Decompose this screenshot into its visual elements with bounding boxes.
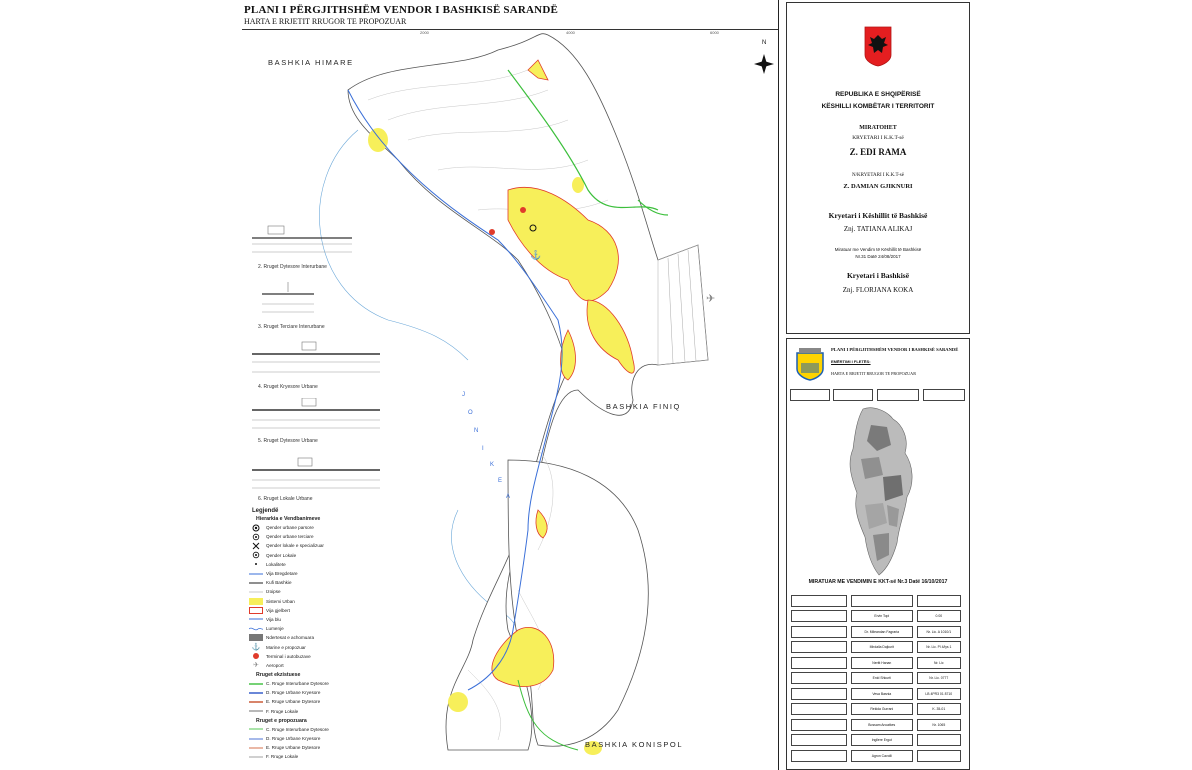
council-head-title: Kryetari i Këshillit të Bashkisë — [828, 211, 928, 220]
legend-section: Hierarkia e Vendbanimeve — [256, 516, 321, 522]
info-box — [833, 389, 873, 401]
legend-label: Qender urbane terciare — [266, 534, 314, 540]
table-row — [791, 686, 965, 702]
table-cell — [917, 734, 961, 746]
legend-row — [248, 569, 388, 578]
legend-label: Terminal i autobuzave — [266, 653, 311, 659]
mayor-title: Kryetari i Bashkisë — [846, 271, 910, 280]
legend-row — [248, 734, 388, 743]
table-cell — [917, 595, 961, 607]
decision-line: Nr.31 Datë 24/08/2017 — [855, 254, 901, 259]
legend-label: Kufi Bashkie — [266, 580, 292, 586]
road-line-icon — [248, 725, 264, 733]
legend-row — [248, 551, 388, 560]
legend-row — [248, 523, 388, 532]
table-cell: Ervin Topi — [851, 610, 913, 622]
table-cell — [791, 703, 847, 715]
road-profile — [248, 280, 328, 335]
chair-name: Z. EDI RAMA — [849, 147, 907, 157]
marina-anchor-icon: ⚓ — [530, 250, 542, 260]
table-cell: Vesa Basnia — [851, 688, 913, 700]
profile-caption: 4. Rruget Kryesore Urbane — [258, 384, 318, 390]
albania-regions-map — [843, 405, 923, 577]
legend-label: F. Rruge Lokale — [266, 708, 299, 714]
river-icon — [248, 625, 264, 633]
legend-label: Vija blu — [266, 616, 281, 622]
table-cell: Ingllere Ergut — [851, 734, 913, 746]
legend-label: Sistemi Urban — [266, 598, 295, 604]
table-cell: Mirdalla Dajkurit — [851, 641, 913, 653]
mayor-name: Znj. FLORJANA KOKA — [842, 286, 914, 294]
table-row — [791, 702, 965, 718]
profile-caption: 3. Rruget Terciare Interurbane — [258, 324, 325, 330]
legend-row — [248, 679, 388, 688]
sea-label-letter: K — [490, 462, 495, 468]
albania-flag-icon — [863, 25, 893, 67]
table-cell: Nr. Lic. A 1010/1 — [917, 626, 961, 638]
legend-label: Lokalitete — [266, 561, 286, 567]
sheet-info-panel — [786, 338, 970, 770]
table-row — [791, 624, 965, 640]
table-row — [791, 640, 965, 656]
legend-label: Vija Bregdetare — [266, 571, 298, 577]
coord-label: 4000 — [566, 30, 575, 35]
road-line-icon — [248, 744, 264, 752]
legend-title: Legjendë — [252, 508, 279, 514]
vice-name: Z. DAMIAN GJIKNURI — [843, 183, 913, 190]
info-box — [877, 389, 919, 401]
legend-label: Aeroport — [266, 662, 284, 668]
road-line-icon — [248, 680, 264, 688]
table-cell — [791, 595, 847, 607]
legend-row — [248, 688, 388, 697]
sea-label-letter: A — [506, 494, 511, 500]
table-row — [791, 748, 965, 764]
legend-label: F. Rruge Lokale — [266, 754, 299, 760]
road-profile — [248, 398, 384, 448]
legend-label: E. Rruge Urbane Dytesore — [266, 699, 321, 705]
dot-ring-icon — [248, 551, 264, 559]
table-cell: Nr. 1065 — [917, 719, 961, 731]
table-cell: Agron Cavolli — [851, 750, 913, 762]
yellow-fill-icon — [248, 597, 264, 605]
plane-icon: ✈ — [253, 661, 259, 669]
table-cell — [791, 641, 847, 653]
approval-decision: MIRATUAR ME VENDIMIN E KKT-së Nr.3 Datë 16/10/2017 — [808, 579, 948, 585]
profile-caption: 6. Rruget Lokale Urbane — [258, 496, 313, 502]
blue-line-icon — [248, 615, 264, 623]
legend-label: Izoipse — [266, 589, 281, 595]
cross-icon — [248, 542, 264, 550]
legend-row — [248, 652, 388, 661]
legend-row — [248, 661, 388, 670]
table-row — [791, 609, 965, 625]
dot-ring-icon — [248, 533, 264, 541]
profile-caption: 5. Rruget Dytesore Urbane — [258, 438, 318, 444]
grey-fill-icon — [248, 634, 264, 642]
table-cell: LB 4PR3 01 8710 — [917, 688, 961, 700]
legend-row — [248, 633, 388, 642]
table-cell: Rekida Gurrani — [851, 703, 913, 715]
legend-row — [248, 597, 388, 606]
table-cell — [851, 595, 913, 607]
legend-row — [248, 642, 388, 651]
red-dot-icon — [248, 652, 264, 660]
legend-row — [248, 541, 388, 550]
road-line-icon — [248, 689, 264, 697]
legend-label: Qender Lokale — [266, 552, 297, 558]
dark-line-icon — [248, 579, 264, 587]
table-cell — [791, 610, 847, 622]
legend-label: Lumenje — [266, 626, 284, 632]
blue-line-icon — [248, 570, 264, 578]
legend-row — [248, 752, 388, 761]
legend-label: Marine e propozuar — [266, 644, 306, 650]
airport-plane-icon: ✈ — [706, 293, 716, 305]
table-cell — [791, 719, 847, 731]
circle-target-icon — [248, 524, 264, 532]
legend-label: Qender urbane parsore — [266, 525, 314, 531]
legend-row — [248, 615, 388, 624]
region-label-finiq: BASHKIA FINIQ — [606, 402, 681, 411]
table-cell — [791, 657, 847, 669]
table-cell: Nr. Lic. 0777 — [917, 672, 961, 684]
region-label-himare: BASHKIA HIMARE — [268, 58, 354, 67]
table-cell — [791, 626, 847, 638]
legend-row — [248, 624, 388, 633]
signature-table — [791, 593, 965, 764]
vice-title: N/KRYETARI I K.K.T-së — [852, 173, 904, 178]
table-cell: 0.00 — [917, 610, 961, 622]
sea-label-letter: E — [498, 478, 503, 484]
legend-row — [248, 532, 388, 541]
north-arrow-icon — [754, 54, 774, 74]
table-row — [791, 717, 965, 733]
legend-label: D. Rruge Urbane Kryesore — [266, 690, 321, 696]
profile-caption: 2. Rruget Dytesore Interurbane — [258, 264, 327, 270]
plan-title: PLANI I PËRGJITHSHËM VENDOR I BASHKISË SARANDË — [831, 347, 959, 352]
legend-row — [248, 606, 388, 615]
table-cell: K. 35-01 — [917, 703, 961, 715]
bus-terminal — [489, 229, 495, 235]
legend-row — [248, 578, 388, 587]
table-cell: Enid Shkurti — [851, 672, 913, 684]
table-cell — [791, 688, 847, 700]
legend-row — [248, 743, 388, 752]
table-cell: Nr. Lic — [917, 657, 961, 669]
table-row — [791, 671, 965, 687]
legend-row — [248, 697, 388, 706]
sheet-name: HARTA E RRJETIT RRUGOR TE PROPOZUAR — [831, 371, 916, 376]
sheet-label: EMËRTIMI I FLETËS: — [831, 359, 871, 364]
map-subtitle: HARTA E RRJETIT RRUGOR TE PROPOZUAR — [244, 17, 407, 26]
map-title: PLANI I PËRGJITHSHËM VENDOR I BASHKISË SARANDË — [244, 4, 558, 16]
road-line-icon — [248, 753, 264, 761]
region-label-konispol: BASHKIA KONISPOL — [585, 740, 684, 749]
legend-section: Rruget e propozuara — [256, 717, 307, 724]
legend-row — [248, 587, 388, 596]
table-row — [791, 733, 965, 749]
sea-label-letter: N — [474, 428, 479, 434]
sea-label-letter: J — [462, 392, 465, 398]
coord-label: 2000 — [420, 30, 429, 35]
approved-label: MIRATOHET — [859, 125, 897, 131]
road-profile — [248, 340, 384, 395]
legend-label: Qender lokale e specializuar — [266, 543, 324, 549]
coord-label: 6000 — [710, 30, 719, 35]
sea-label-letter: O — [468, 410, 473, 416]
legend-label: Ndertesat e achomuara — [266, 635, 315, 641]
republic-label: REPUBLIKA E SHQIPËRISË — [835, 91, 921, 98]
north-label: N — [762, 40, 767, 46]
table-cell: Bossam Ancatkes — [851, 719, 913, 731]
table-cell: Nr. Lic. Pl 4/lys 1 — [917, 641, 961, 653]
road-profile — [248, 224, 354, 274]
legend-row — [248, 560, 388, 569]
table-cell — [791, 750, 847, 762]
anchor-icon: ⚓ — [251, 643, 261, 651]
sea-label-letter: I — [482, 446, 484, 452]
red-box-icon — [248, 606, 264, 614]
info-box — [790, 389, 830, 401]
road-line-icon — [248, 735, 264, 743]
legend-label: Vija gjelbert — [266, 607, 290, 613]
legend-label: C. Rruge Interurbane Dytesore — [266, 726, 329, 732]
table-cell — [791, 672, 847, 684]
road-line-icon — [248, 707, 264, 715]
table-cell: Dr. Mileandan Fagraria — [851, 626, 913, 638]
urban-patch — [368, 128, 388, 152]
road-profile — [248, 456, 384, 506]
bus-terminal — [520, 207, 526, 213]
table-cell: Neritt Hanan — [851, 657, 913, 669]
legend — [248, 508, 388, 762]
council-label: KËSHILLI KOMBËTAR I TERRITORIT — [821, 103, 935, 110]
urban-patch — [448, 692, 468, 712]
table-cell — [917, 750, 961, 762]
table-row — [791, 593, 965, 609]
decision-line: Miratuar me Vendim të Këshillit të Bashkisë — [834, 247, 922, 252]
grey-line-icon — [248, 588, 264, 596]
approval-panel — [786, 2, 970, 334]
road-line-icon — [248, 698, 264, 706]
info-box — [923, 389, 965, 401]
chair-title: KRYETARI I K.K.T-së — [852, 135, 904, 141]
legend-row — [248, 707, 388, 716]
legend-label: E. Rruge Urbane Dytesore — [266, 745, 321, 751]
legend-label: D. Rruge Urbane Kryesore — [266, 736, 321, 742]
legend-row — [248, 725, 388, 734]
legend-section: Rruget ekzistuese — [256, 672, 301, 678]
small-dot-icon — [248, 560, 264, 568]
council-head-name: Znj. TATIANA ALIKAJ — [843, 225, 913, 233]
municipality-crest-icon — [795, 347, 825, 381]
table-row — [791, 655, 965, 671]
table-cell — [791, 734, 847, 746]
legend-label: C. Rruge Interurbane Dytesore — [266, 681, 329, 687]
